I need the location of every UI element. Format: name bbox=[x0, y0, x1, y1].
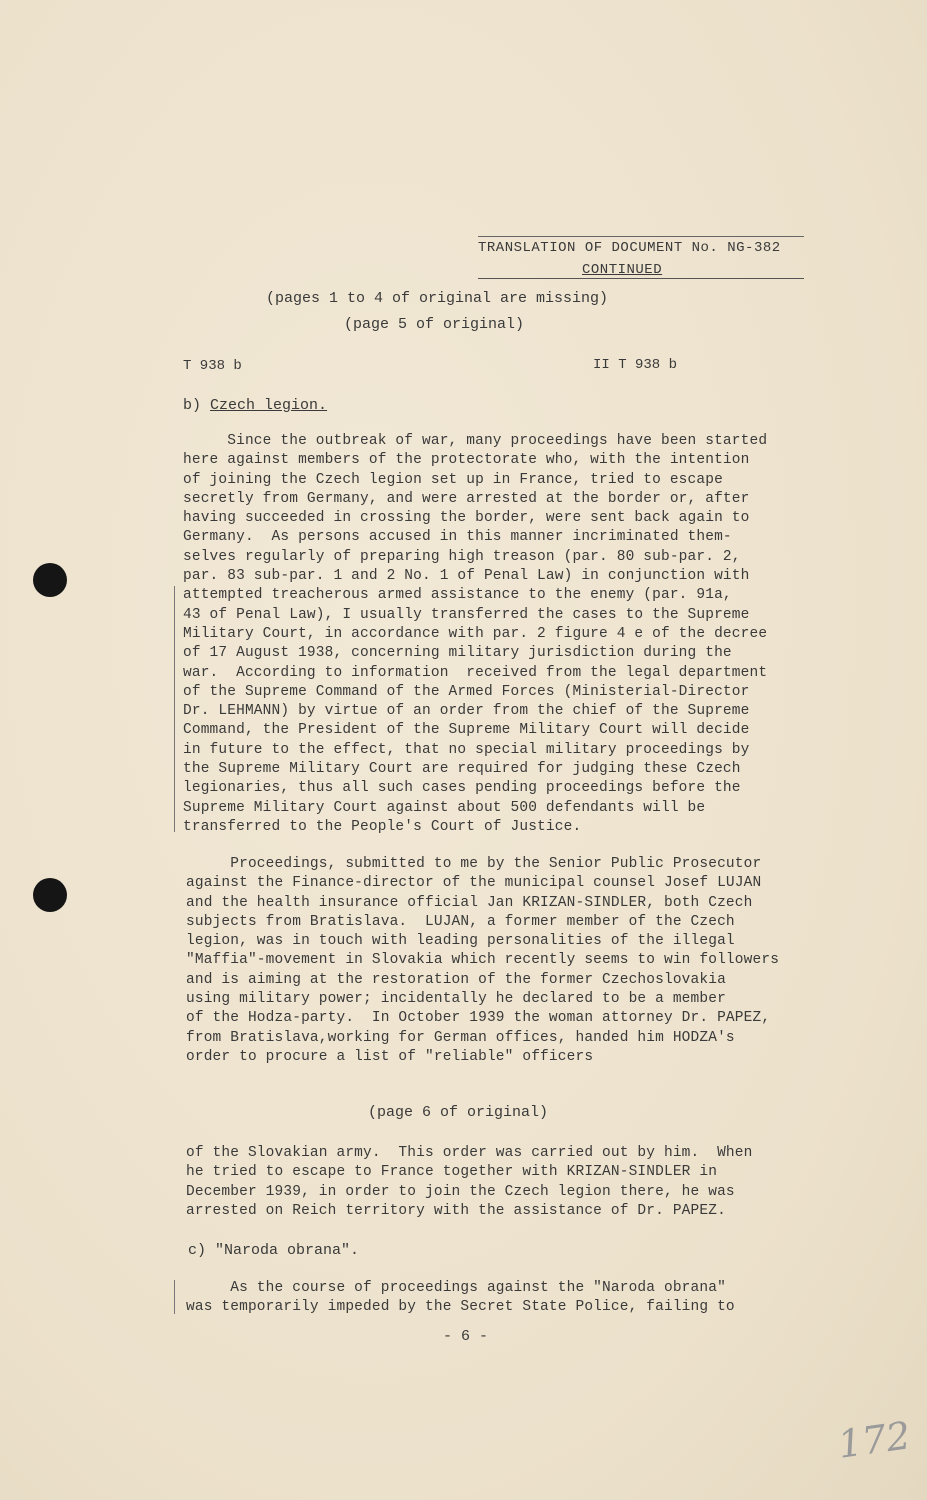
paragraph-czech-legion: Since the outbreak of war, many proceedings have been started here against members of the protectorate who, with the intention of joining the Czech legion set up in France, tried to escape secretly from Germany, and were arrested at the border or, after having succeeded in crossing the border, were sent back again to Germany. As persons accused in this manner incriminated them- selves regularly of preparing high treason (par. 80 sub-par. 2, par. 83 sub-par. 1 and 2 No. 1 of Penal Law) in conjunction with attempted treacherous armed assistance to the enemy (par. 91a, 43 of Penal Law), I usually transferred the cases to the Supreme Military Court, in accordance with par. 2 figure 4 e of the decree of 17 August 1938, concerning military jurisdiction during the war. According to information received from the legal department of the Supreme Command of the Armed Forces (Ministerial-Director Dr. LEHMANN) by virtue of an order from the chief of the Supreme Command, the President of the Supreme Military Court will decide in future to the effect, that no special military proceedings by the Supreme Military Court are required for judging these Czech legionaries, thus all such cases pending proceedings before the Supreme Military Court against about 500 defendants will be transferred to the People's Court of Justice. bbox=[183, 433, 768, 835]
translation-title: TRANSLATION OF DOCUMENT No. NG-382 bbox=[478, 240, 781, 256]
page-number: - 6 - bbox=[443, 1328, 489, 1345]
continued-label: CONTINUED bbox=[582, 262, 663, 278]
missing-pages-note: (pages 1 to 4 of original are missing) bbox=[266, 290, 609, 307]
margin-mark bbox=[174, 1280, 175, 1314]
section-c-title: "Naroda obrana". bbox=[215, 1242, 360, 1259]
paragraph-lujan-proceedings: Proceedings, submitted to me by the Senior Public Prosecutor against the Finance-director of the municipal counsel Josef LUJAN and the health insurance official Jan KRIZAN-SINDLER, both Czech subjects from Bratislava. LUJAN, a former member of the Czech legion, was in touch with leading personalities of the illegal "Maffia"-movement in Slovakia which recently seems to win followers and is aiming at the restoration of the former Czechoslovakia using military power; incidentally he declared to be a member of the Hodza-party. In October 1939 the woman attorney Dr. PAPEZ, from Bratislava,working for German offices, handed him HODZA's order to procure a list of "reliable" officers bbox=[186, 856, 780, 1065]
section-b-title: Czech legion. bbox=[210, 397, 328, 414]
margin-mark bbox=[174, 586, 175, 832]
section-c-heading bbox=[188, 1242, 359, 1259]
paragraph-naroda-obrana: As the course of proceedings against the "Naroda obrana" was temporarily impeded by the Secret State Police, failing to bbox=[186, 1280, 735, 1316]
reference-right: II T 938 b bbox=[593, 357, 678, 373]
paragraph-slovakian-army: of the Slovakian army. This order was carried out by him. When he tried to escape to France together with KRIZAN-SINDLER in December 1939, in order to join the Czech legion there, he was arrested on Reich territory with the assistance of Dr. PAPEZ. bbox=[186, 1145, 753, 1219]
page-5-note: (page 5 of original) bbox=[344, 316, 525, 333]
page-6-note: (page 6 of original) bbox=[368, 1104, 549, 1121]
handwritten-folio-number: 172 bbox=[835, 1413, 914, 1467]
header-rule-top bbox=[478, 236, 804, 237]
section-c-label: c) bbox=[188, 1242, 207, 1259]
punch-hole bbox=[33, 878, 67, 912]
reference-left: T 938 b bbox=[183, 358, 242, 374]
header-rule-bottom bbox=[478, 278, 804, 279]
punch-hole bbox=[33, 563, 67, 597]
section-b-heading bbox=[183, 397, 327, 414]
section-b-label: b) bbox=[183, 397, 202, 414]
